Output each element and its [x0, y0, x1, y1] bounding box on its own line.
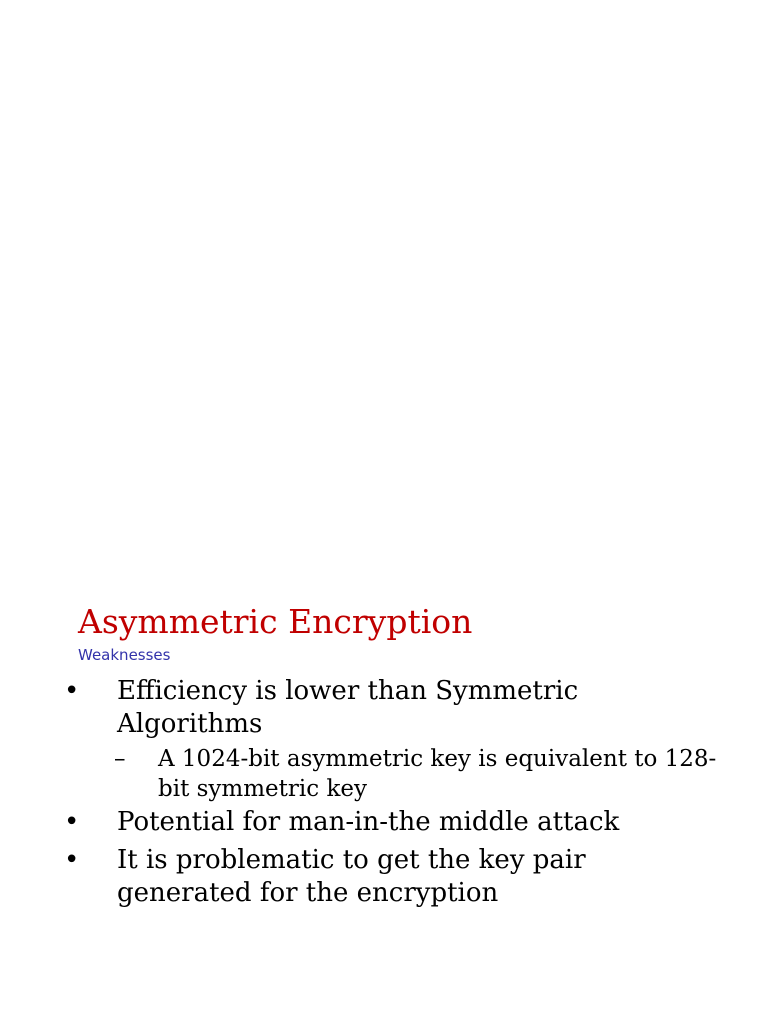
bullet-list [0, 675, 768, 910]
bullet-marker: • [64, 676, 80, 706]
bullet-text: Efficiency is lower than Symmetric Algorithms [117, 676, 579, 739]
bullet-item [0, 806, 768, 839]
bullet-text: Potential for man-in-the middle attack [117, 807, 620, 837]
slide-title: Asymmetric Encryption [78, 602, 473, 641]
sub-bullet-text: A 1024-bit asymmetric key is equivalent to 128-bit symmetric key [158, 746, 717, 802]
bullet-item [0, 675, 768, 741]
bullet-item [0, 844, 768, 910]
sub-bullet-item [0, 744, 768, 804]
bullet-marker: • [64, 845, 80, 875]
bullet-text: It is problematic to get the key pair generated for the encryption [117, 845, 586, 908]
sub-bullet-marker: – [114, 746, 126, 772]
slide-subtitle: Weaknesses [78, 646, 171, 664]
bullet-marker: • [64, 807, 80, 837]
